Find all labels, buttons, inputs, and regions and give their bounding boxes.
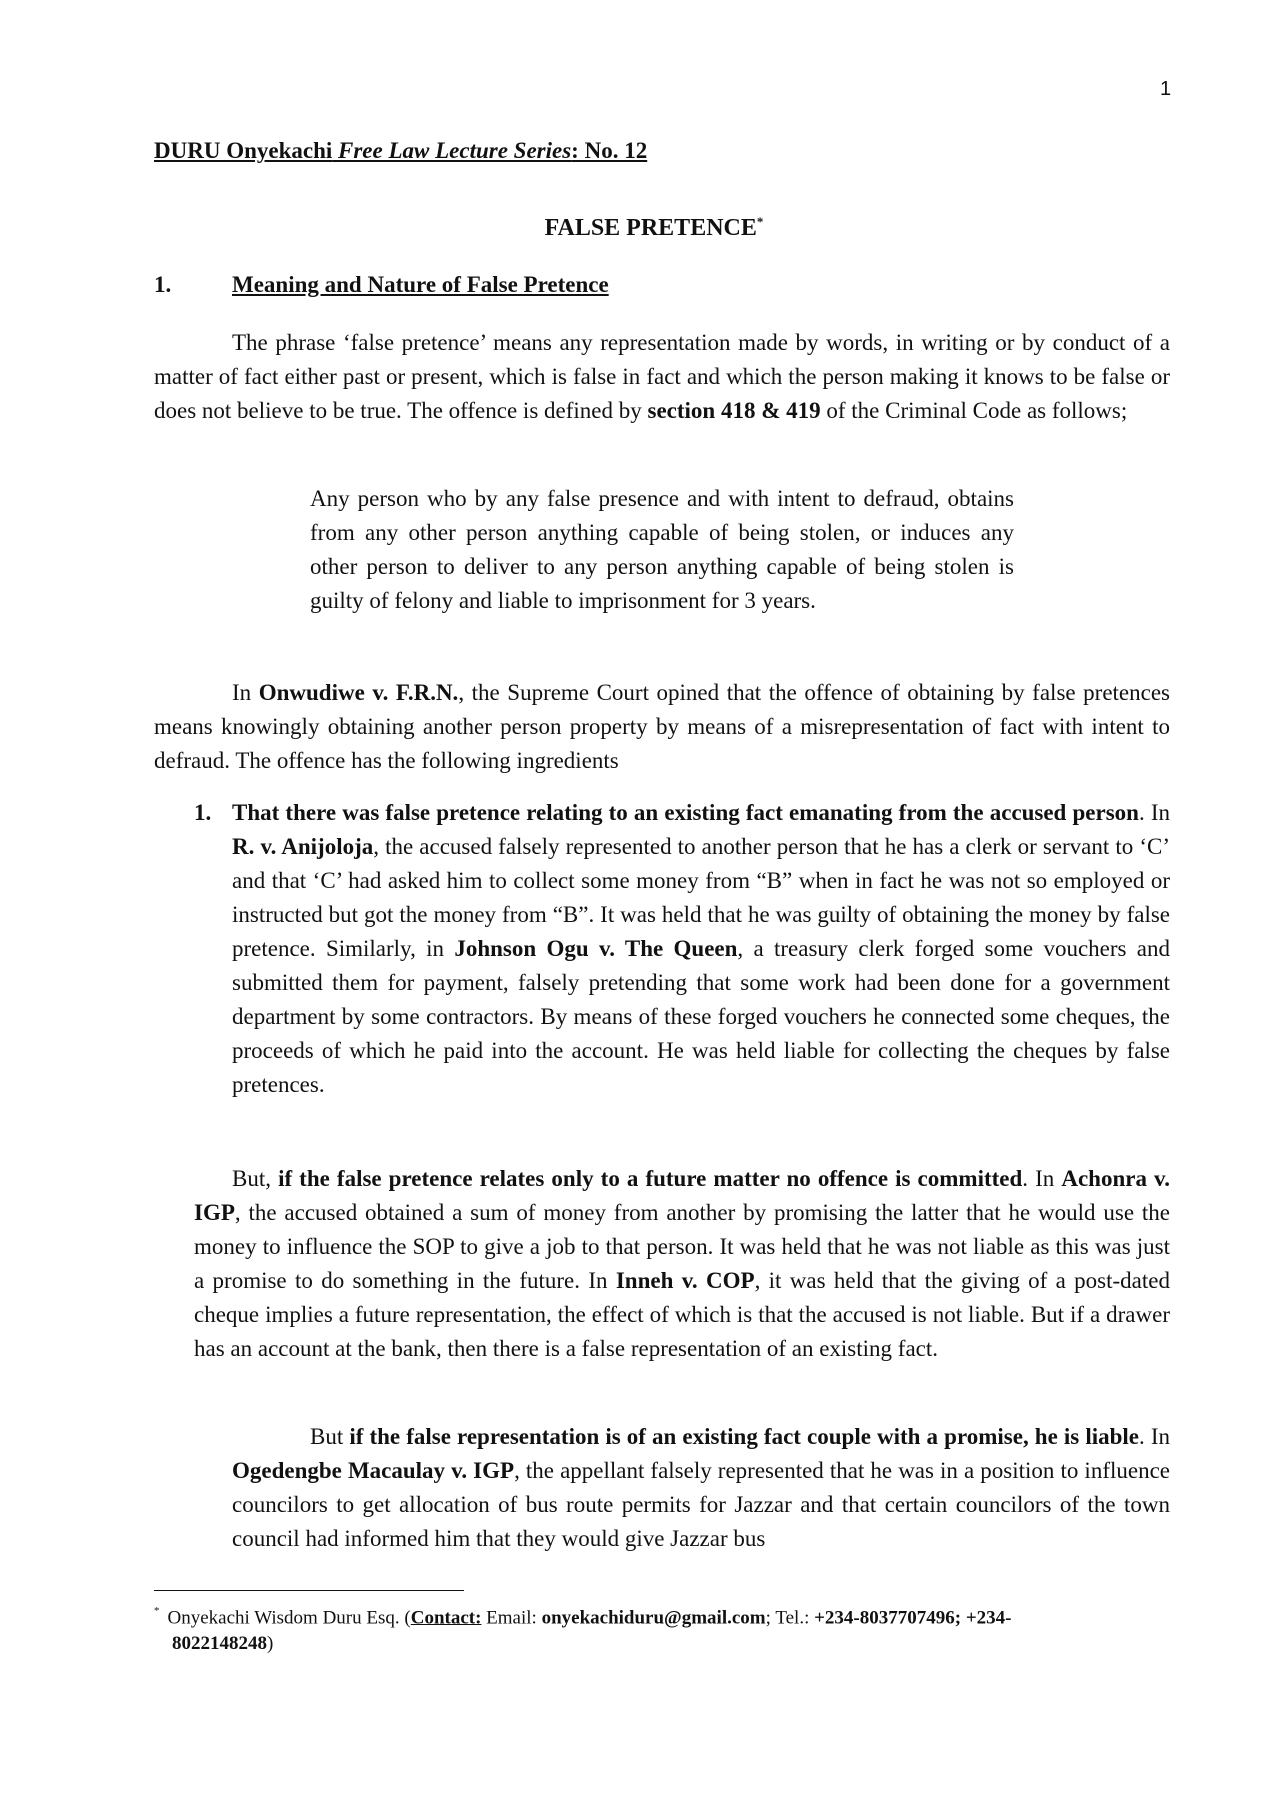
section-heading [154,272,609,298]
list-item-text-2: , the accused falsely represented to another person that he has a clerk or servant to ‘C’ and that ‘C’ had asked him to collect some money from “B” when in fact he was not so employed or instructed but got the money from “B”. It was held that he was guilty of obtaining the money by false pretence. Similarly, in [232,834,1171,961]
case-anijoloja: R. v. Anijoloja [232,834,374,859]
para3-text-4: , it was held that the giving of a post-dated cheque implies a future representation, the effect of which is that the accused is not liable. But if a drawer has an account at the bank, then there is a false representation of an existing fact. [194,1268,1170,1361]
case-inneh: Inneh v. COP [615,1268,755,1293]
para3-text-3: , the accused obtained a sum of money from another by promising the latter that he would use the money to influence the SOP to give a job to that person. It was held that he was not liable as this was just a promise to do something in the future. In [194,1200,1170,1293]
future-matter-rule: if the false pretence relates only to a future matter no offence is committed [278,1166,1023,1191]
para3-text-2: . In [1022,1166,1062,1191]
para4-text-2: . In [1139,1424,1171,1449]
series-number: : No. 12 [571,138,648,163]
footnote-author: Onyekachi Wisdom Duru Esq. ( [167,1607,411,1629]
footnote-email: onyekachiduru@gmail.com [541,1607,766,1629]
case-johnson-ogu: Johnson Ogu v. The Queen [454,936,738,961]
para1-text: The phrase ‘false pretence’ means any representation made by words, in writing or by conduct of a matter of fact either past or present, which is false in fact and which the person making it knows to be false or does not believe to be true. The offence is defined by [154,330,1170,423]
section-title: Meaning and Nature of False Pretence [232,272,609,297]
list-item-text-1: . In [1138,800,1170,825]
footnote-tel-label: ; Tel.: [765,1607,815,1629]
paragraph-existing-fact-promise [232,1420,1170,1556]
title-footnote-mark: * [756,214,764,229]
statute-reference: section 418 & 419 [647,398,821,423]
para2-lead: In [232,680,259,705]
footnote-phone-2: 8022148248 [172,1633,267,1655]
footnote-phone-1: +234-8037707496; +234- [814,1607,1012,1629]
footnote [154,1600,1170,1657]
series-name: Free Law Lecture Series [338,138,572,163]
footnote-contact-label: Contact: [410,1607,482,1629]
footnote-email-label: Email: [481,1607,542,1629]
list-item-ingredient-1 [194,796,1171,1102]
existing-fact-rule: if the false representation is of an existing fact couple with a promise, he is liable [349,1424,1139,1449]
para4-text-3: , the appellant falsely represented that he was in a position to influence councilors to get allocation of bus route permits for Jazzar and that certain councilors of the town council had informed him that they would give Jazzar bus [232,1458,1170,1551]
para4-text-1: But [310,1424,350,1449]
series-author: DURU Onyekachi [154,138,333,163]
document-title-text: FALSE PRETENCE [544,215,757,241]
footnote-mark: * [154,1605,160,1617]
para1-tail: of the Criminal Code as follows; [820,398,1128,423]
para3-text-1: But, [232,1166,279,1191]
footnote-divider [154,1590,464,1591]
list-item-text-3: , a treasury clerk forged some vouchers and submitted them for payment, falsely pretending that some work had been done for a government department by some contractors. By means of these forged vouchers he connected some cheques, the proceeds of which he paid into the account. He was held liable for collecting the cheques by false pretences. [232,936,1170,1097]
list-marker: 1. [194,800,212,825]
paragraph-definition [154,326,1170,428]
statute-quote: Any person who by any false presence and with intent to defraud, obtains from any other person anything capable of being stolen, or induces any other person to deliver to any person anything capable of being stolen is guilty of felony and liable to imprisonment for 3 years. [310,486,1014,613]
case-achonra: Achonra v. IGP [194,1166,1171,1225]
section-number: 1. [154,272,172,297]
footnote-close: ) [267,1633,274,1655]
paragraph-future-matter [194,1162,1170,1366]
ingredient-lead: That there was false pretence relating to an existing fact emanating from the accused person [232,800,1139,825]
series-title [154,138,647,164]
paragraph-onwudiwe [154,676,1170,778]
footnote-line-2 [154,1631,1170,1657]
document-title [0,214,1280,242]
case-ogedengbe-macaulay: Ogedengbe Macaulay v. IGP [232,1458,515,1483]
case-onwudiwe: Onwudiwe v. F.R.N. [258,680,459,705]
para2-text: , the Supreme Court opined that the offence of obtaining by false pretences means knowingly obtaining another person property by means of a misrepresentation of fact with intent to defraud. The offence has the following ingredients [154,680,1170,773]
page-number: 1 [1160,78,1172,100]
